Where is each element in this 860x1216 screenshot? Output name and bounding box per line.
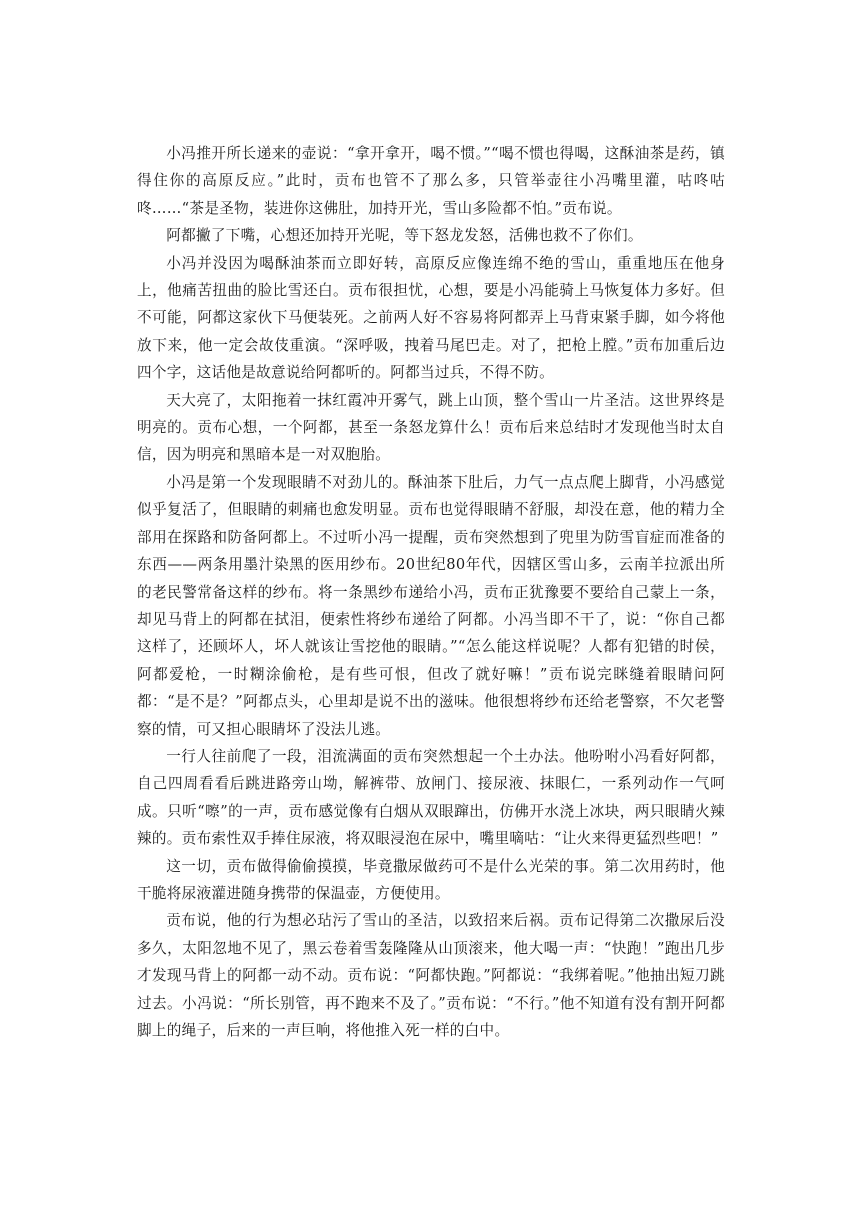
paragraph-4: 天大亮了，太阳拖着一抹红霞冲开雾气，跳上山顶，整个雪山一片圣洁。这世界终是明亮的。贡布心想，一个阿都，甚至一条怒龙算什么！贡布后来总结时才发现他当时太自信，因为明亮和黑暗本是一对双胞胎。 — [137, 391, 725, 464]
paragraph-6: 一行人往前爬了一段，泪流满面的贡布突然想起一个土办法。他吩咐小冯看好阿都，自己四周看看后跳进路旁山坳，解裤带、放闸门、接尿液、抹眼仁，一系列动作一气呵成。只听“嚓”的一声，贡布感觉像有白烟从双眼蹿出，仿佛开水浇上冰块，两只眼睛火辣辣的。贡布索性双手捧住尿液，将双眼浸泡在尿中，嘴里嘀咕：“让火来得更猛烈些吧！” — [137, 747, 725, 848]
paragraph-1: 小冯推开所长递来的壶说：“拿开拿开，喝不惯。”“喝不惯也得喝，这酥油茶是药，镇得住你的高原反应。”此时，贡布也管不了那么多，只管举壶往小冯嘴里灌，咕咚咕咚……“茶是圣物，装进你这佛肚，加持开光，雪山多险都不怕。”贡布说。 — [137, 145, 725, 217]
paragraph-2: 阿都撇了下嘴，心想还加持开光呢，等下怒龙发怒，活佛也救不了你们。 — [166, 227, 643, 245]
paragraph-5: 小冯是第一个发现眼睛不对劲儿的。酥油茶下肚后，力气一点点爬上脚背，小冯感觉似乎复活了，但眼睛的刺痛也愈发明显。贡布也觉得眼睛不舒服，却没在意，他的精力全部用在探路和防备阿都上。不过听小冯一提醒，贡布突然想到了兜里为防雪盲症而准备的东西——两条用墨汁染黑的医用纱布。20世纪80年代，因辖区雪山多，云南羊拉派出所的老民警常备这样的纱布。将一条黑纱布递给小冯，贡布正犹豫要不要给自己蒙上一条，却见马背上的阿都在拭泪，便索性将纱布递给了阿都。小冯当即不干了，说：“你自己都这样了，还顾坏人，坏人就该让雪挖他的眼睛。”“怎么能这样说呢？人都有犯错的时侯，阿都爱枪，一时糊涂偷枪，是有些可恨，但改了就好嘛！”贡布说完眯缝着眼睛问阿都：“是不是？”阿都点头，心里却是说不出的滋味。他很想将纱布还给老警察，不欠老警察的情，可又担心眼睛坏了没法儿逃。 — [137, 473, 725, 738]
article-body — [137, 140, 725, 1044]
paragraph-7: 这一切，贡布做得偷偷摸摸，毕竟撒尿做药可不是什么光荣的事。第二次用药时，他干脆将尿液灌进随身携带的保温壶，方便使用。 — [137, 857, 725, 902]
paragraph-8: 贡布说，他的行为想必玷污了雪山的圣洁，以致招来后祸。贡布记得第二次撒尿后没多久，太阳忽地不见了，黑云卷着雪轰隆隆从山顶滚来，他大喝一声：“快跑！”跑出几步才发现马背上的阿都一动不动。贡布说：“阿都快跑。”阿都说：“我绑着呢。”他抽出短刀跳过去。小冯说：“所长别管，再不跑来不及了。”贡布说：“不行。”他不知道有没有割开阿都脚上的绳子，后来的一声巨响，将他推入死一样的白中。 — [137, 912, 725, 1039]
paragraph-3: 小冯并没因为喝酥油茶而立即好转，高原反应像连绵不绝的雪山，重重地压在他身上，他痛苦扭曲的脸比雪还白。贡布很担忧，心想，要是小冯能骑上马恢复体力多好。但不可能，阿都这家伙下马便装死。之前两人好不容易将阿都弄上马背束紧手脚，如今将他放下来，他一定会故伎重演。“深呼吸，拽着马尾巴走。对了，把枪上膛。”贡布加重后边四个字，这话他是故意说给阿都听的。阿都当过兵，不得不防。 — [137, 254, 725, 382]
